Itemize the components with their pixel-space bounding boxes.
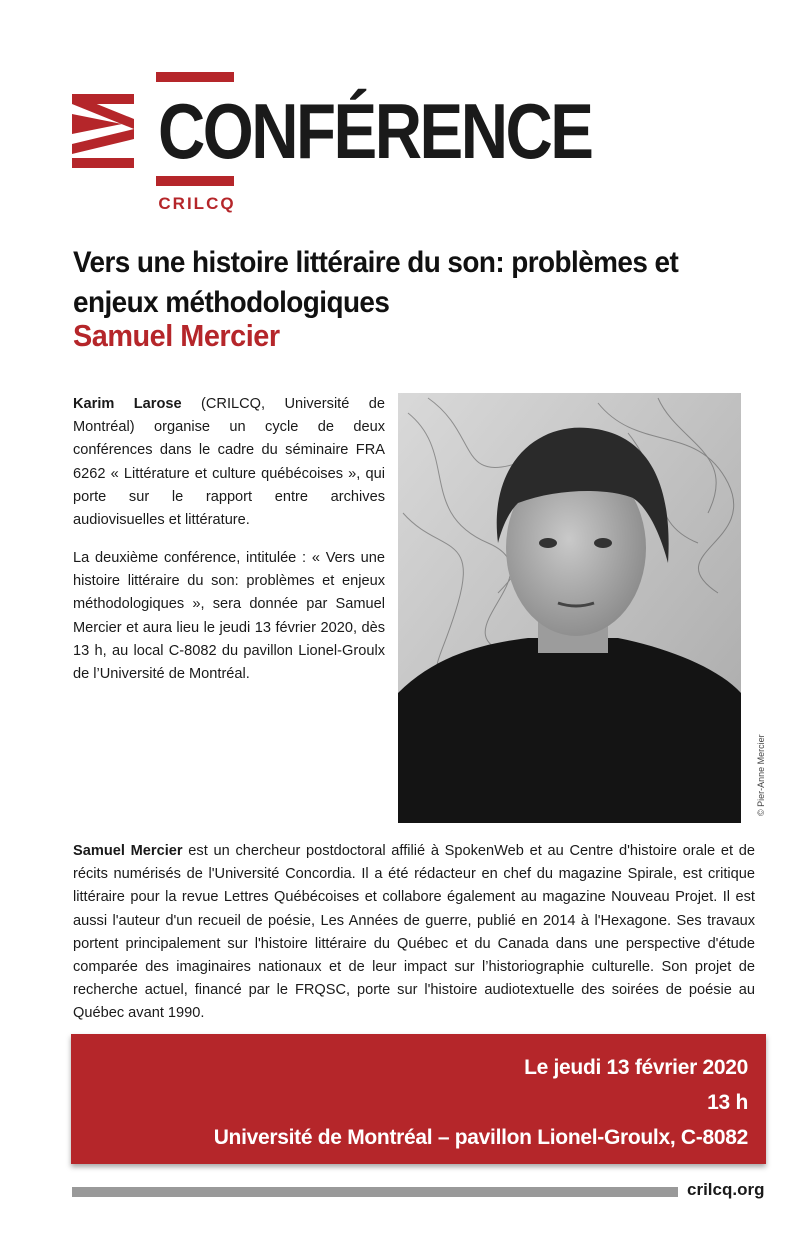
speaker-photo [398,393,741,823]
bio-text: est un chercheur postdoctoral affilié à SpokenWeb et au Centre d'histoire orale et de récits numérisés de l'Université Concordia. Il a été rédacteur en chef du magazine Spirale, est critique littéraire pour la revue Lettres Québécoises et collabore également au magazine Nouveau Projet. Il est aussi l'auteur d'un recueil de poésie, Les Années de guerre, publié en 2014 à l'Hexagone. Ses travaux portent principalement sur l'histoire littéraire du Québec et du Canada dans une perspective d'étude comparée des imaginaires nationaux et de leur impact sur l’historiographie culturelle. Son projet de recherche actuel, financé par le FRQSC, porte sur l'histoire audiotextuelle des soirées de poésie au Québec avant 1990. [73,843,755,1022]
event-location: Université de Montréal – pavillon Lionel-Groulx, C-8082 [213,1126,748,1149]
bio-name: Samuel Mercier [73,843,183,859]
org-label: CRILCQ [158,194,236,213]
talk-title: Vers une histoire littéraire du son: problèmes et enjeux méthodologiques [73,246,679,319]
speaker-bio [73,840,755,1026]
conference-heading: CONFÉRENCE [158,87,592,175]
speaker-name: Samuel Mercier [73,318,280,353]
event-info-band [71,1034,766,1164]
intro-paragraph-2: La deuxième conférence, intitulée : « Vers une histoire littéraire du son: problèmes et enjeux méthodologiques », sera donnée par Samuel Mercier et aura lieu le jeudi 13 février 2020, dès 13 h, au local C-8082 du pavillon Lionel-Groulx de l’Université de Montréal. [73,550,385,683]
website-link[interactable]: crilcq.org [687,1180,765,1199]
footer-divider [72,1187,678,1197]
event-date: Le jeudi 13 février 2020 [524,1056,748,1079]
intro-paragraph-1 [73,393,385,532]
organizer-name: Karim Larose [73,396,182,412]
intro-paragraph-1-text: (CRILCQ, Université de Montréal) organise un cycle de deux conférences dans le cadre du séminaire FRA 6262 « Littérature et culture québécoises », qui porte sur le rapport entre archives audiovisuelles et littérature. [73,396,385,529]
event-time: 13 h [707,1091,748,1114]
